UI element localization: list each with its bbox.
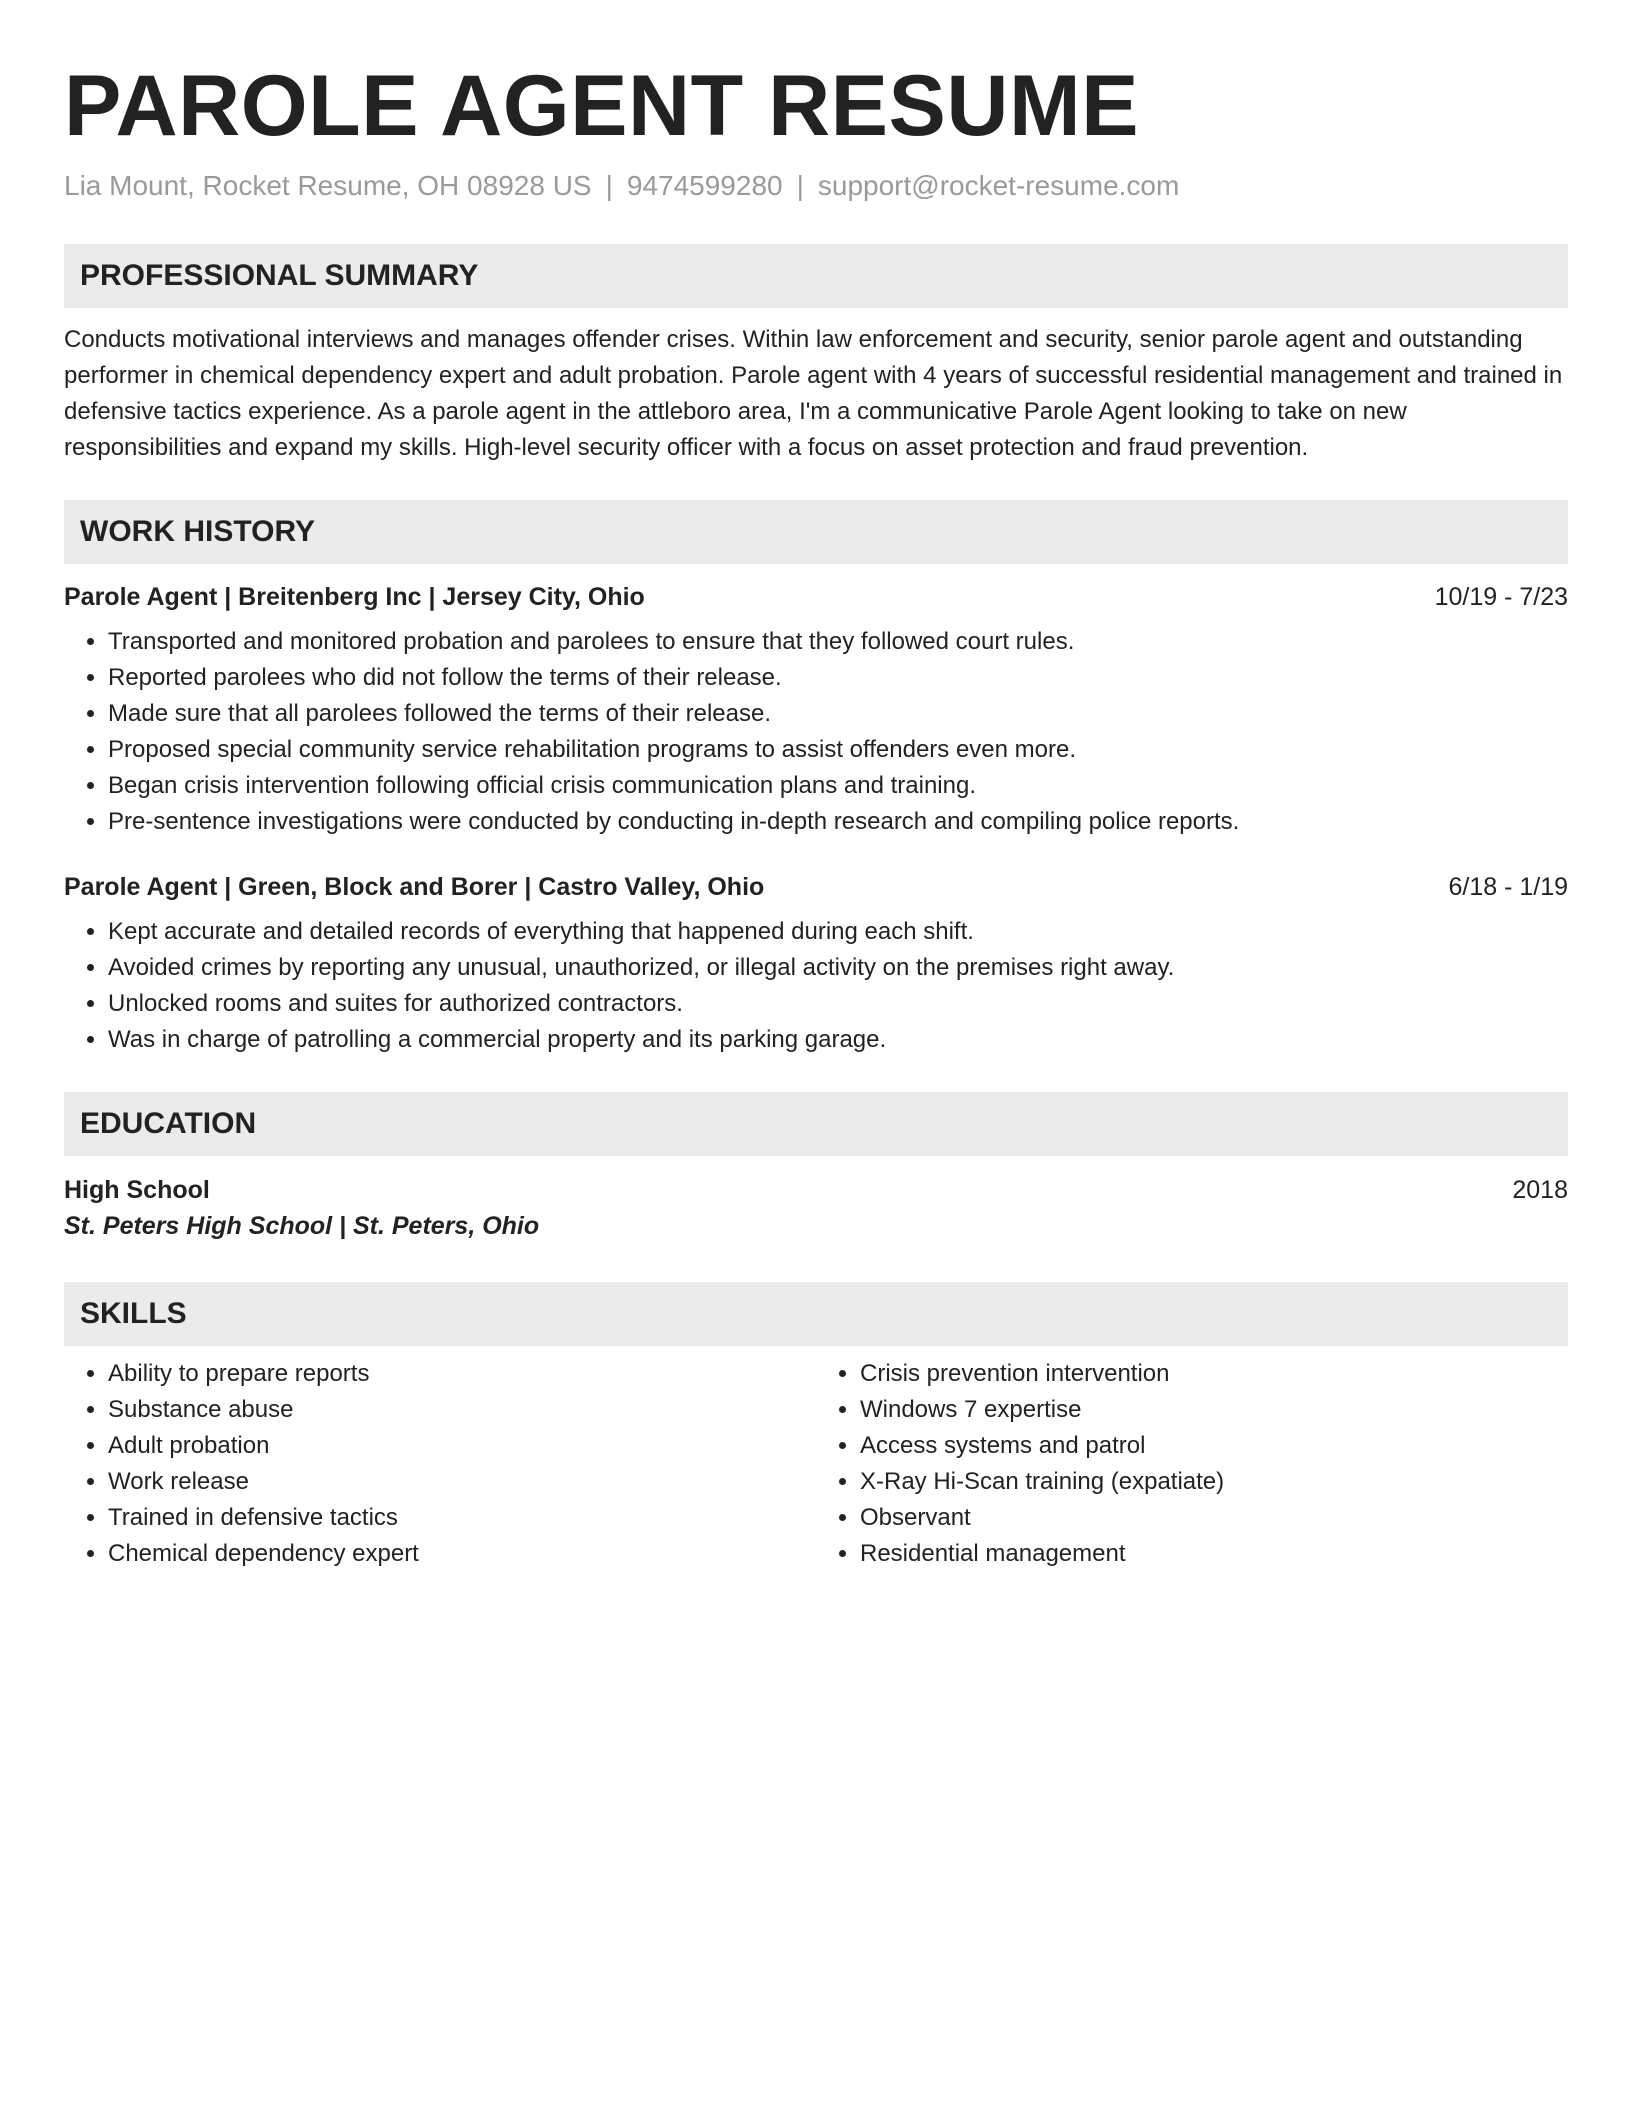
contact-separator: | (796, 170, 804, 201)
contact-address: Lia Mount, Rocket Resume, OH 08928 US (64, 170, 592, 201)
skills-list-right (816, 1356, 1568, 1572)
job-header (64, 580, 1568, 614)
summary-text: Conducts motivational interviews and manages offender crises. Within law enforcement and security, senior parole agent and outstanding performer in chemical dependency expert and adult probation. Parole agent with 4 years of successful residential management and trained in defensive tactics experience. As a parole agent in the attleboro area, I'm a communicative Parole Agent looking to take on new responsibilities and expand my skills. High-level security officer with a focus on asset protection and fraud prevention. (64, 326, 1563, 461)
job-duty: • Transported and monitored probation and parolees to ensure that they followed court rules. (108, 624, 1568, 660)
education-degree: High School (64, 1176, 210, 1204)
job-duties-list (64, 914, 1568, 1058)
job-duty: • Pre-sentence investigations were conducted by conducting in-depth research and compiling police reports. (108, 804, 1568, 840)
skill-item: • Ability to prepare reports (108, 1356, 816, 1392)
education-school: St. Peters High School | St. Peters, Ohio (64, 1212, 540, 1240)
work-history-section (64, 500, 1568, 1058)
job-duty: • Avoided crimes by reporting any unusual, unauthorized, or illegal activity on the premises right away. (108, 950, 1568, 986)
skill-item: • Substance abuse (108, 1392, 816, 1428)
skill-item: • Crisis prevention intervention (860, 1356, 1568, 1392)
job-header (64, 870, 1568, 904)
job-entry (64, 580, 1568, 840)
job-dates: 6/18 - 1/19 (1448, 873, 1568, 901)
skill-item: • Work release (108, 1464, 816, 1500)
skills-list-left (64, 1356, 816, 1572)
job-entry (64, 870, 1568, 1058)
contact-email: support@rocket-resume.com (817, 170, 1180, 201)
job-duties-list (64, 624, 1568, 840)
summary-section (64, 244, 1568, 466)
job-dates: 10/19 - 7/23 (1434, 583, 1568, 611)
summary-heading: PROFESSIONAL SUMMARY (64, 244, 1568, 308)
job-duty: • Made sure that all parolees followed the terms of their release. (108, 696, 1568, 732)
education-year: 2018 (1512, 1176, 1568, 1204)
contact-separator: | (605, 170, 613, 201)
job-duty: • Unlocked rooms and suites for authorized contractors. (108, 986, 1568, 1022)
job-duty: • Began crisis intervention following official crisis communication plans and training. (108, 768, 1568, 804)
skill-item: • Residential management (860, 1536, 1568, 1572)
education-entry (64, 1172, 1568, 1244)
resume-title: PAROLE AGENT RESUME (64, 58, 1140, 154)
contact-line (64, 168, 1568, 204)
skills-columns (64, 1346, 1568, 1572)
skill-item: • Access systems and patrol (860, 1428, 1568, 1464)
education-header (64, 1172, 1568, 1208)
job-title: Parole Agent | Green, Block and Borer | Castro Valley, Ohio (64, 873, 765, 901)
skill-item: • Adult probation (108, 1428, 816, 1464)
job-duty: • Proposed special community service rehabilitation programs to assist offenders even more. (108, 732, 1568, 768)
job-duty: • Kept accurate and detailed records of everything that happened during each shift. (108, 914, 1568, 950)
skill-item: • Windows 7 expertise (860, 1392, 1568, 1428)
skill-item: • Trained in defensive tactics (108, 1500, 816, 1536)
job-title: Parole Agent | Breitenberg Inc | Jersey City, Ohio (64, 583, 645, 611)
education-heading: EDUCATION (64, 1092, 1568, 1156)
work-history-heading: WORK HISTORY (64, 500, 1568, 564)
education-section (64, 1092, 1568, 1244)
skill-item: • Observant (860, 1500, 1568, 1536)
skills-heading: SKILLS (64, 1282, 1568, 1346)
job-duty: • Was in charge of patrolling a commercial property and its parking garage. (108, 1022, 1568, 1058)
skill-item: • Chemical dependency expert (108, 1536, 816, 1572)
job-duty: • Reported parolees who did not follow the terms of their release. (108, 660, 1568, 696)
skill-item: • X-Ray Hi-Scan training (expatiate) (860, 1464, 1568, 1500)
skills-section (64, 1282, 1568, 1572)
contact-phone: 9474599280 (626, 170, 783, 201)
